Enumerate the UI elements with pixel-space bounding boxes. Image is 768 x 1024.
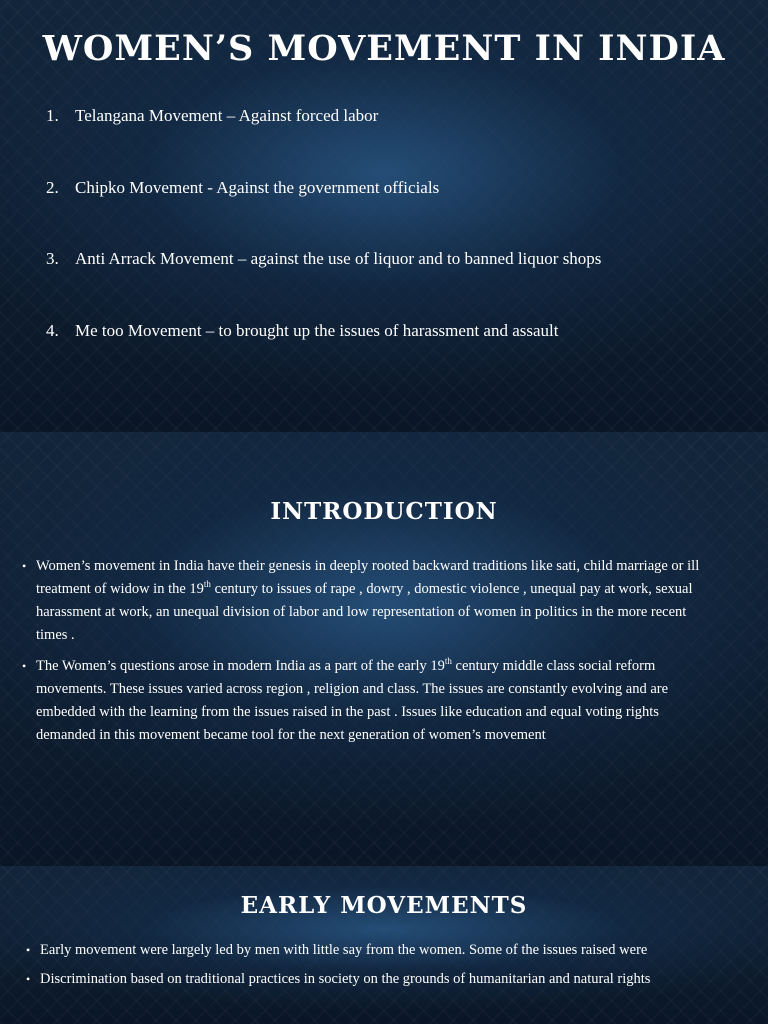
superscript: th <box>203 579 211 590</box>
list-item <box>46 104 601 176</box>
bullet-dot-icon: • <box>26 943 31 957</box>
list-number: 2. <box>46 177 59 197</box>
list-item <box>46 176 601 248</box>
list-item-text: Me too Movement – to brought up the issues of harassment and assault <box>75 320 559 340</box>
bullet-text: Women’s movement in India have their genesis in deeply rooted backward traditions like sati, child marriage or ill treatment of widow in the 19 <box>36 558 700 597</box>
bullet-list <box>26 939 696 996</box>
list-item <box>46 319 601 391</box>
bullet-dot-icon: • <box>22 659 27 673</box>
slide-womens-movement <box>0 0 768 432</box>
bullet-text: The Women’s questions arose in modern India as a part of the early 19 <box>36 658 445 674</box>
bullet-item <box>22 655 712 747</box>
list-number: 4. <box>46 320 59 340</box>
superscript: th <box>444 656 452 667</box>
list-item-text: Anti Arrack Movement – against the use of liquor and to banned liquor shops <box>75 249 602 268</box>
bullet-dot-icon: • <box>26 971 31 986</box>
bullet-list <box>22 555 712 755</box>
slide-title: WOMEN’S MOVEMENT IN INDIA <box>42 28 726 69</box>
bullet-item <box>26 939 696 962</box>
bullet-text: century to issues of rape , dowry , domestic violence , unequal pay at work, sexual harassment at work, an unequal division of labor and low representation of women in politics in the more recent times . <box>36 581 693 643</box>
list-item <box>46 247 601 319</box>
bullet-item <box>22 555 712 647</box>
bullet-item <box>26 968 696 991</box>
list-item-text: Chipko Movement - Against the government officials <box>75 177 440 197</box>
slide-title: EARLY MOVEMENTS <box>240 892 528 919</box>
list-item-text: Telangana Movement – Against forced labor <box>75 106 379 125</box>
bullet-text: Early movement were largely led by men with little say from the women. Some of the issues raised were <box>40 942 648 958</box>
bullet-dot-icon: • <box>22 559 27 573</box>
bullet-text: Discrimination based on traditional practices in society on the grounds of humanitarian and natural rights <box>40 970 651 987</box>
bullet-text: century middle class social reform movements. These issues varied across region , religion and class. The issues are constantly evolving and are embedded with the learning from the issues raised in the past . Issues like education and equal voting rights demanded in this movement became tool for the next generation of women’s movement <box>36 658 669 743</box>
movement-list <box>46 104 601 390</box>
slide-introduction <box>0 432 768 866</box>
slide-early-movements <box>0 866 768 1024</box>
list-number: 3. <box>46 249 59 268</box>
slide-title: INTRODUCTION <box>270 498 498 525</box>
list-number: 1. <box>46 106 59 125</box>
